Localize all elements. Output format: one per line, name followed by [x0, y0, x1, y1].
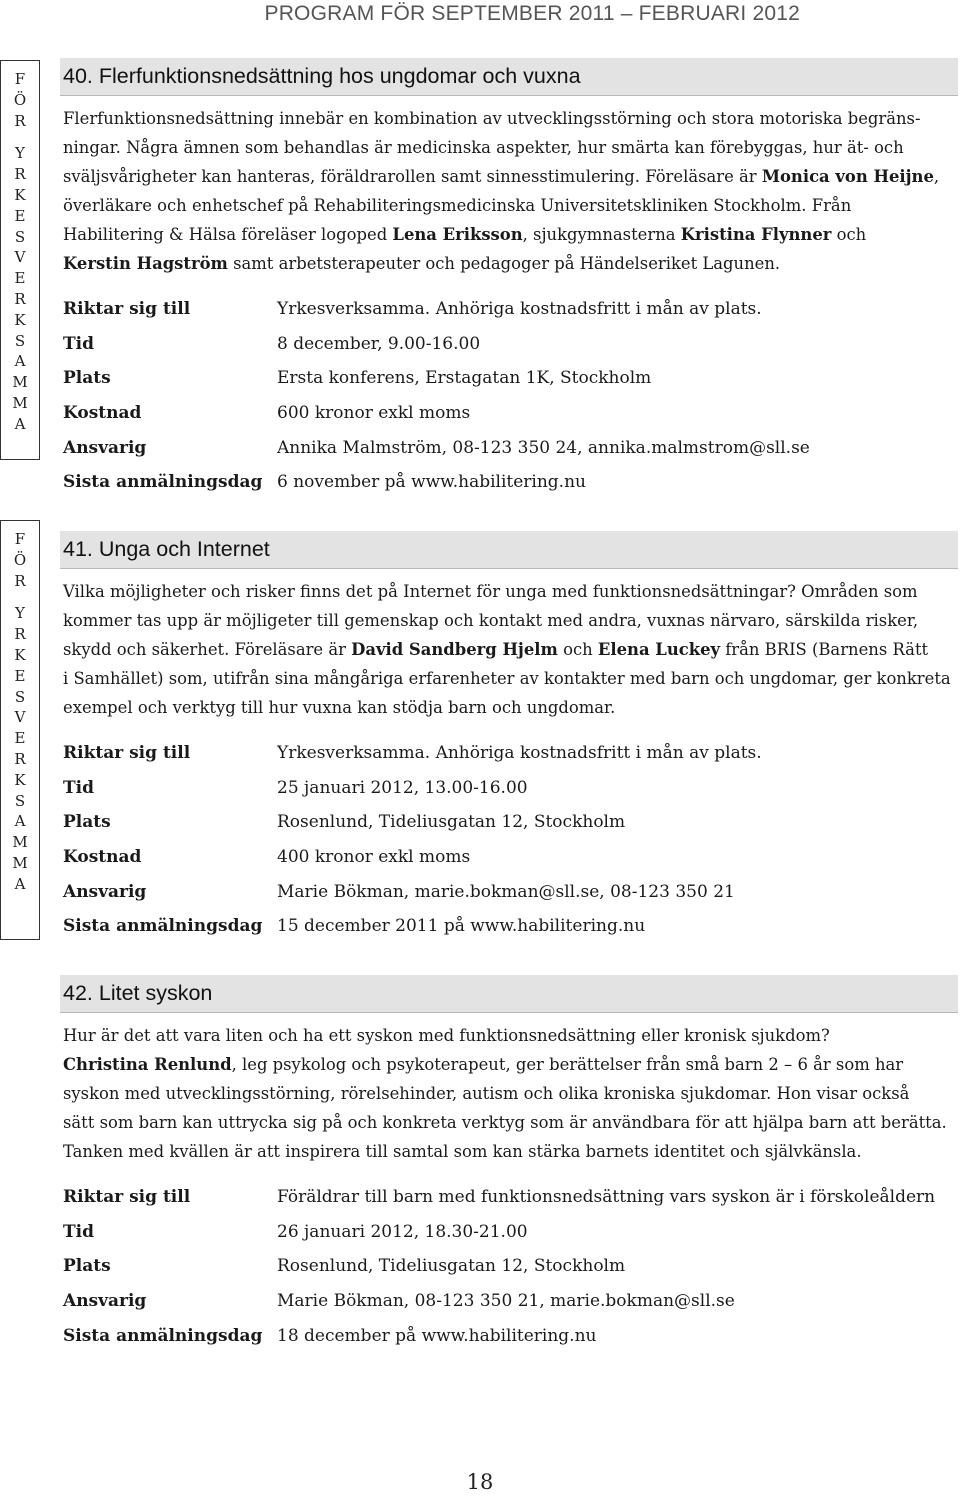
info-label: Ansvarig — [63, 1291, 147, 1312]
info-value: 25 januari 2012, 13.00-16.00 — [277, 777, 528, 798]
text-segment: sätt som barn kan uttrycka sig på och konkreta verktyg som är användbara för att hjälpa barn att berätta. — [63, 1113, 947, 1132]
person-name: Elena Luckey — [597, 640, 721, 659]
info-label: Sista anmälningsdag — [63, 1325, 263, 1346]
info-row — [63, 292, 958, 327]
info-label: Kostnad — [63, 847, 142, 868]
info-row — [63, 1215, 958, 1250]
text-segment: Vilka möjligheter och risker finns det på Internet för unga med funktionsnedsättningar? Områden som — [63, 582, 918, 601]
text-segment: överläkare och enhetschef på Rehabiliteringsmedicinska Universitetskliniken Stockholm. Från — [63, 196, 852, 215]
text-segment: Hur är det att vara liten och ha ett syskon med funktionsnedsättning eller kronisk sjukdom? — [63, 1026, 830, 1045]
sidebar-letter: Y — [15, 144, 25, 163]
sidebar-letter: R — [14, 165, 26, 184]
sidebar-letter: A — [14, 874, 26, 893]
text-segment: och — [557, 640, 598, 659]
sidebar-letter: F — [14, 530, 26, 548]
section-title: 41. Unga och Internet — [60, 531, 958, 569]
info-value: Marie Bökman, marie.bokman@sll.se, 08-123 350 21 — [277, 881, 735, 902]
info-label: Sista anmälningsdag — [63, 472, 263, 493]
section-description — [60, 104, 958, 278]
info-value: Föräldrar till barn med funktionsnedsättning vars syskon är i förskoleåldern — [277, 1187, 936, 1208]
text-segment: kommer tas upp är möjligeter till gemenskap och kontakt med andra, vuxnas närvaro, särskilda risker, — [63, 611, 919, 630]
sidebar-letter: S — [14, 227, 26, 246]
text-segment: , — [933, 167, 940, 186]
sidebar-letter: R — [14, 111, 26, 130]
info-value: Annika Malmström, 08-123 350 24, annika.malmstrom@sll.se — [277, 437, 810, 458]
info-value: 400 kronor exkl moms — [277, 847, 471, 868]
section-42 — [60, 975, 958, 1353]
sidebar-letter: M — [12, 373, 28, 392]
text-segment: från BRIS (Barnens Rätt — [720, 640, 929, 659]
description-line — [63, 1050, 956, 1079]
info-value: Rosenlund, Tideliusgatan 12, Stockholm — [277, 1256, 626, 1277]
description-line — [63, 577, 956, 606]
sidebar-letter: E — [14, 729, 26, 748]
info-row — [63, 1180, 958, 1215]
text-segment: Habilitering & Hälsa föreläser logoped — [63, 225, 393, 244]
sidebar-letter: V — [14, 248, 26, 267]
sidebar-letter: E — [14, 206, 26, 225]
person-name: David Sandberg Hjelm — [351, 640, 558, 659]
info-row — [63, 1249, 958, 1284]
info-table — [60, 736, 958, 944]
sidebar-tab-for-yrkesverksamma — [0, 60, 40, 460]
info-value: Ersta konferens, Erstagatan 1K, Stockholm — [277, 368, 652, 389]
text-segment: i Samhället) som, utifrån sina mångåriga erfarenheter av kontakter med barn och ungdomar, ger konkreta — [63, 669, 951, 688]
info-value: 26 januari 2012, 18.30-21.00 — [277, 1221, 528, 1242]
info-value: 18 december på www.habilitering.nu — [277, 1325, 597, 1346]
sidebar-letter: R — [14, 749, 26, 768]
sidebar-letter: K — [14, 645, 26, 664]
info-row — [63, 736, 958, 771]
sidebar-letter: M — [12, 833, 28, 852]
info-label: Riktar sig till — [63, 299, 191, 320]
sidebar-letter: F — [14, 70, 26, 88]
text-segment: syskon med utvecklingsstörning, rörelsehinder, autism och olika kroniska sjukdomar. Hon visar också — [63, 1084, 910, 1103]
text-segment: ningar. Några ämnen som behandlas är medicinska aspekter, hur smärta kan förebyggas, hur ät- och — [63, 138, 904, 157]
sidebar-letter: E — [14, 269, 26, 288]
sidebar-letter: Ö — [13, 550, 27, 569]
info-row — [63, 1318, 958, 1353]
section-41 — [60, 531, 958, 944]
description-line — [63, 133, 956, 162]
info-value: Rosenlund, Tideliusgatan 12, Stockholm — [277, 812, 626, 833]
text-segment: , sjukgymnasterna — [522, 225, 681, 244]
info-row — [63, 430, 958, 465]
info-label: Tid — [63, 1221, 94, 1242]
text-segment: skydd och säkerhet. Föreläsare är — [63, 640, 352, 659]
description-line — [63, 1108, 956, 1137]
description-line — [63, 162, 956, 191]
person-name: Monica von Heijne — [761, 167, 934, 186]
info-row — [63, 361, 958, 396]
text-segment: och — [831, 225, 867, 244]
sidebar-letter: M — [12, 853, 28, 872]
description-line — [63, 606, 956, 635]
person-name: Lena Eriksson — [392, 225, 523, 244]
info-label: Tid — [63, 777, 94, 798]
text-segment: , leg psykolog och psykoterapeut, ger berättelser från små barn 2 – 6 år som har — [231, 1055, 904, 1074]
info-value: Yrkesverksamma. Anhöriga kostnadsfritt i mån av plats. — [277, 299, 762, 320]
sidebar-letter: A — [14, 414, 26, 433]
info-row — [63, 771, 958, 806]
section-description — [60, 577, 958, 722]
text-segment: exempel och verktyg till hur vuxna kan stödja barn och ungdomar. — [63, 698, 616, 717]
info-label: Sista anmälningsdag — [63, 916, 263, 937]
info-value: 600 kronor exkl moms — [277, 403, 471, 424]
section-40 — [60, 58, 958, 500]
info-row — [63, 1284, 958, 1319]
person-name: Kerstin Hagström — [63, 254, 228, 273]
description-line — [63, 664, 956, 693]
person-name: Christina Renlund — [63, 1055, 232, 1074]
text-segment: samt arbetsterapeuter och pedagoger på Händelseriket Lagunen. — [227, 254, 781, 273]
page-header: PROGRAM FÖR SEPTEMBER 2011 – FEBRUARI 2012 — [264, 2, 800, 25]
info-label: Riktar sig till — [63, 1187, 191, 1208]
sidebar-letter: K — [14, 310, 26, 329]
sidebar-letter: K — [14, 185, 26, 204]
info-value: 15 december 2011 på www.habilitering.nu — [277, 916, 646, 937]
description-line — [63, 693, 956, 722]
sidebar-letter: A — [14, 812, 26, 831]
sidebar-letter: M — [12, 393, 28, 412]
info-value: 6 november på www.habilitering.nu — [277, 472, 586, 493]
info-row — [63, 327, 958, 362]
sidebar-letter: S — [14, 687, 26, 706]
info-row — [63, 840, 958, 875]
info-label: Plats — [63, 368, 111, 389]
info-table — [60, 292, 958, 500]
sidebar-letter: R — [14, 625, 26, 644]
sidebar-letter: Ö — [13, 90, 27, 109]
info-label: Kostnad — [63, 403, 142, 424]
page-number: 18 — [466, 1470, 494, 1494]
description-line — [63, 249, 956, 278]
info-value: Marie Bökman, 08-123 350 21, marie.bokman@sll.se — [277, 1291, 735, 1312]
sidebar-letter: V — [14, 708, 26, 727]
section-title: 42. Litet syskon — [60, 975, 958, 1013]
description-line — [63, 1137, 956, 1166]
info-row — [63, 874, 958, 909]
info-label: Plats — [63, 1256, 111, 1277]
info-label: Ansvarig — [63, 437, 147, 458]
description-line — [63, 104, 956, 133]
description-line — [63, 191, 956, 220]
sidebar-tab-for-yrkesverksamma — [0, 520, 40, 940]
info-label: Riktar sig till — [63, 743, 191, 764]
section-description — [60, 1021, 958, 1166]
sidebar-letter: E — [14, 666, 26, 685]
section-title: 40. Flerfunktionsnedsättning hos ungdomar och vuxna — [60, 58, 958, 96]
info-label: Plats — [63, 812, 111, 833]
info-value: 8 december, 9.00-16.00 — [277, 333, 481, 354]
text-segment: Flerfunktionsnedsättning innebär en kombination av utvecklingsstörning och stora motoriska begräns- — [63, 109, 921, 128]
info-row — [63, 909, 958, 944]
text-segment: sväljsvårigheter kan hanteras, föräldrarollen samt sinnesstimulering. Föreläsare är — [63, 167, 762, 186]
person-name: Kristina Flynner — [680, 225, 832, 244]
sidebar-letter: R — [14, 289, 26, 308]
description-line — [63, 1079, 956, 1108]
sidebar-letter: Y — [15, 604, 25, 623]
description-line — [63, 1021, 956, 1050]
text-segment: Tanken med kvällen är att inspirera till samtal som kan stärka barnets identitet och självkänsla. — [63, 1142, 862, 1161]
info-row — [63, 396, 958, 431]
description-line — [63, 220, 956, 249]
info-row — [63, 465, 958, 500]
sidebar-letter: R — [14, 571, 26, 590]
info-table — [60, 1180, 958, 1353]
info-label: Ansvarig — [63, 881, 147, 902]
sidebar-letter: K — [14, 770, 26, 789]
sidebar-letter: S — [14, 331, 26, 350]
info-label: Tid — [63, 333, 94, 354]
info-value: Yrkesverksamma. Anhöriga kostnadsfritt i mån av plats. — [277, 743, 762, 764]
description-line — [63, 635, 956, 664]
sidebar-letter: S — [14, 791, 26, 810]
info-row — [63, 805, 958, 840]
sidebar-letter: A — [14, 352, 26, 371]
